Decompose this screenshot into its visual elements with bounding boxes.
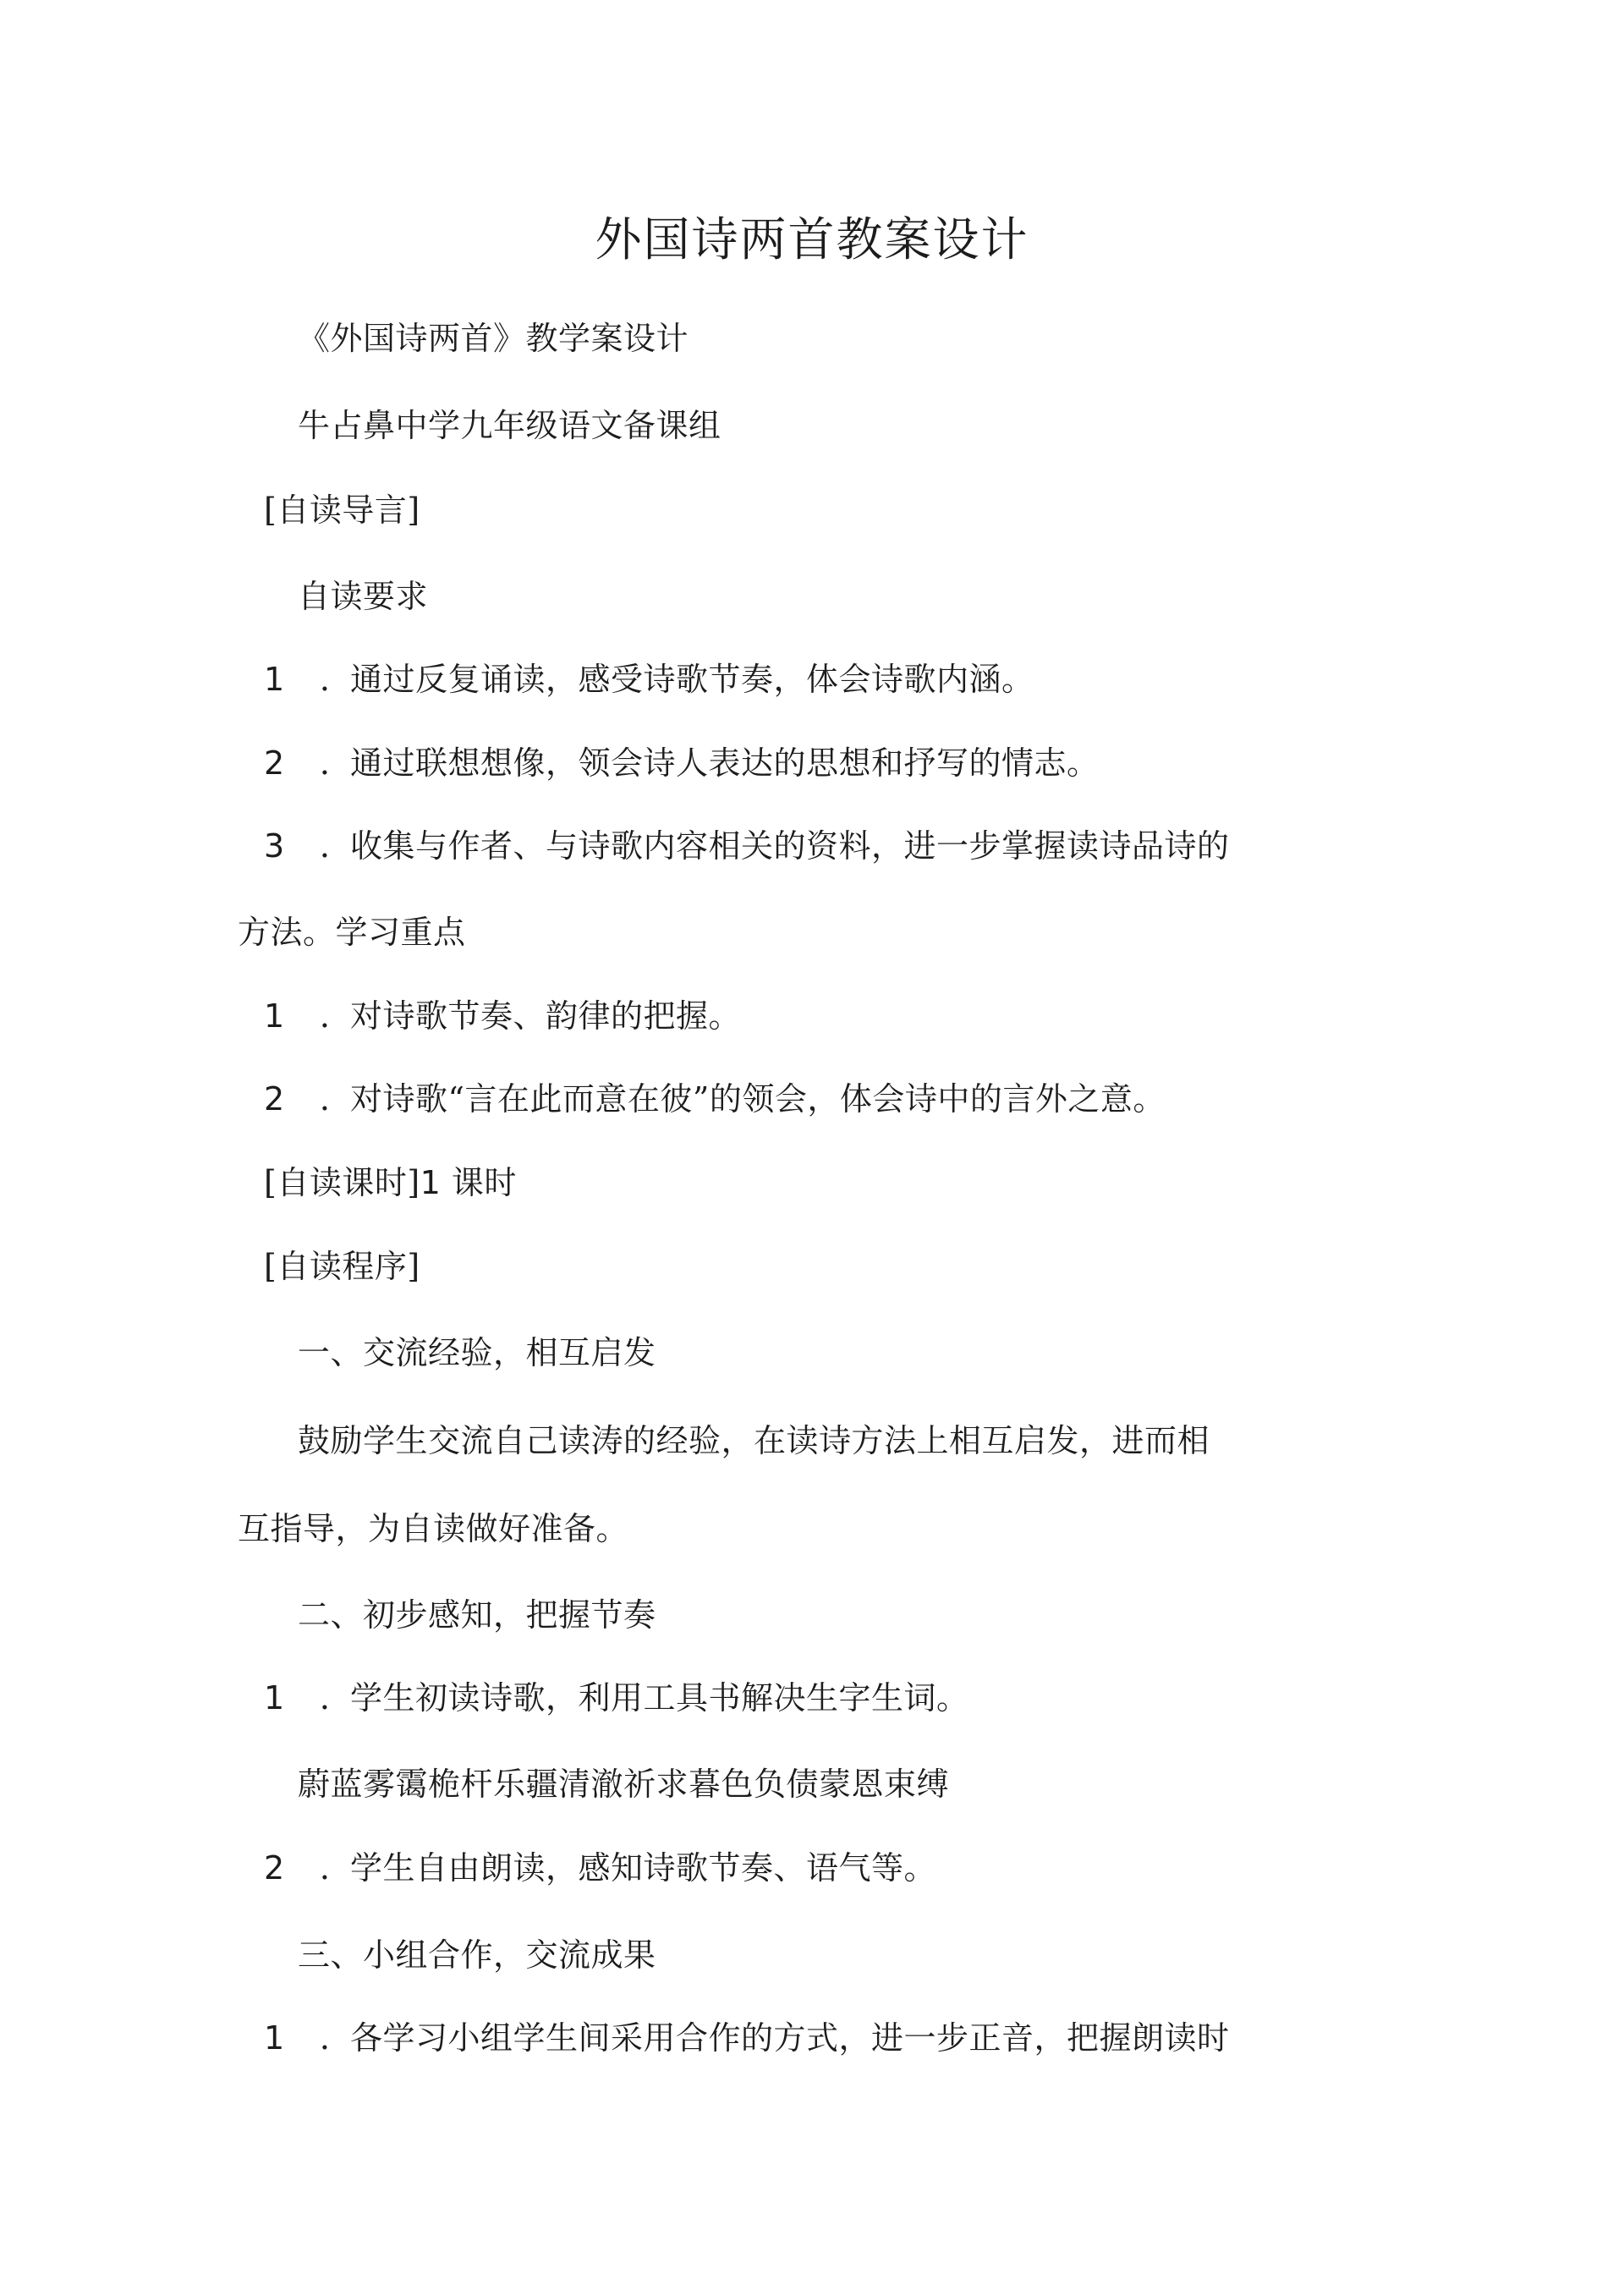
hours-label: [自读课时]	[264, 1164, 420, 1201]
item-text: 各学习小组学生间采用合作的方式，进一步正音，把握朗读时	[350, 2019, 1230, 2057]
key-point-item-2	[264, 1078, 1166, 1120]
item-number: 1	[264, 1679, 285, 1717]
hours-value: 1	[420, 1164, 442, 1201]
item-dot: ．	[320, 661, 353, 698]
requirement-item-3	[264, 825, 1230, 867]
item-number: 2	[264, 1080, 285, 1118]
step-3-heading: 三、小组合作，交流成果	[298, 1936, 656, 1974]
item-text: 通过反复诵读，感受诗歌节奏，体会诗歌内涵。	[350, 661, 1034, 698]
requirement-item-2	[264, 742, 1100, 784]
hours-unit: 课时	[441, 1164, 517, 1201]
item-number: 1	[264, 661, 285, 698]
step-1-heading: 一、交流经验，相互启发	[298, 1334, 656, 1371]
section-heading-procedure: [自读程序]	[264, 1248, 420, 1285]
requirements-heading: 自读要求	[298, 578, 429, 615]
step-2-item-1	[264, 1677, 969, 1719]
step-1-paragraph: 鼓励学生交流自己读涛的经验，在读诗方法上相互启发，进而相	[298, 1422, 1210, 1459]
item-number: 1	[264, 997, 285, 1035]
item-dot: ．	[320, 1080, 353, 1118]
step-2-item-2	[264, 1847, 936, 1889]
step-2-heading: 二、初步感知，把握节奏	[298, 1596, 656, 1634]
requirement-item-1	[264, 658, 1034, 700]
item-number: 2	[264, 744, 285, 782]
section-heading-hours	[264, 1162, 517, 1204]
item-dot: ．	[320, 827, 353, 865]
item-dot: ．	[320, 1849, 353, 1887]
item-text: 对诗歌节奏、韵律的把握。	[350, 997, 742, 1035]
author-line: 牛占鼻中学九年级语文备课组	[298, 407, 721, 444]
key-point-item-1	[264, 995, 741, 1037]
item-number: 1	[264, 2019, 285, 2057]
item-text: 通过联想想像，领会诗人表达的思想和抒写的情志。	[350, 744, 1100, 782]
item-text: 对诗歌“言在此而意在彼”的领会，体会诗中的言外之意。	[350, 1080, 1166, 1118]
vocabulary-list: 蔚蓝雾霭桅杆乐疆清澈祈求暮色负债蒙恩束缚	[298, 1766, 950, 1803]
item-number: 3	[264, 827, 285, 865]
step-1-paragraph-continued: 互指导，为自读做好准备。	[238, 1510, 629, 1547]
item-dot: ．	[320, 2019, 353, 2057]
section-heading-guide: [自读导言]	[264, 492, 420, 529]
item-text: 学生初读诗歌，利用工具书解决生字生词。	[350, 1679, 969, 1717]
item-dot: ．	[320, 1679, 353, 1717]
item-dot: ．	[320, 744, 353, 782]
document-title: 外国诗两首教案设计	[595, 212, 1029, 266]
item-text: 学生自由朗读，感知诗歌节奏、语气等。	[350, 1849, 937, 1887]
item-text: 收集与作者、与诗歌内容相关的资料，进一步掌握读诗品诗的	[350, 827, 1230, 865]
document-subtitle: 《外国诗两首》教学案设计	[298, 320, 689, 357]
step-3-item-1	[264, 2017, 1230, 2059]
requirement-item-3-continued: 方法。学习重点	[238, 914, 466, 951]
item-number: 2	[264, 1849, 285, 1887]
item-dot: ．	[320, 997, 353, 1035]
